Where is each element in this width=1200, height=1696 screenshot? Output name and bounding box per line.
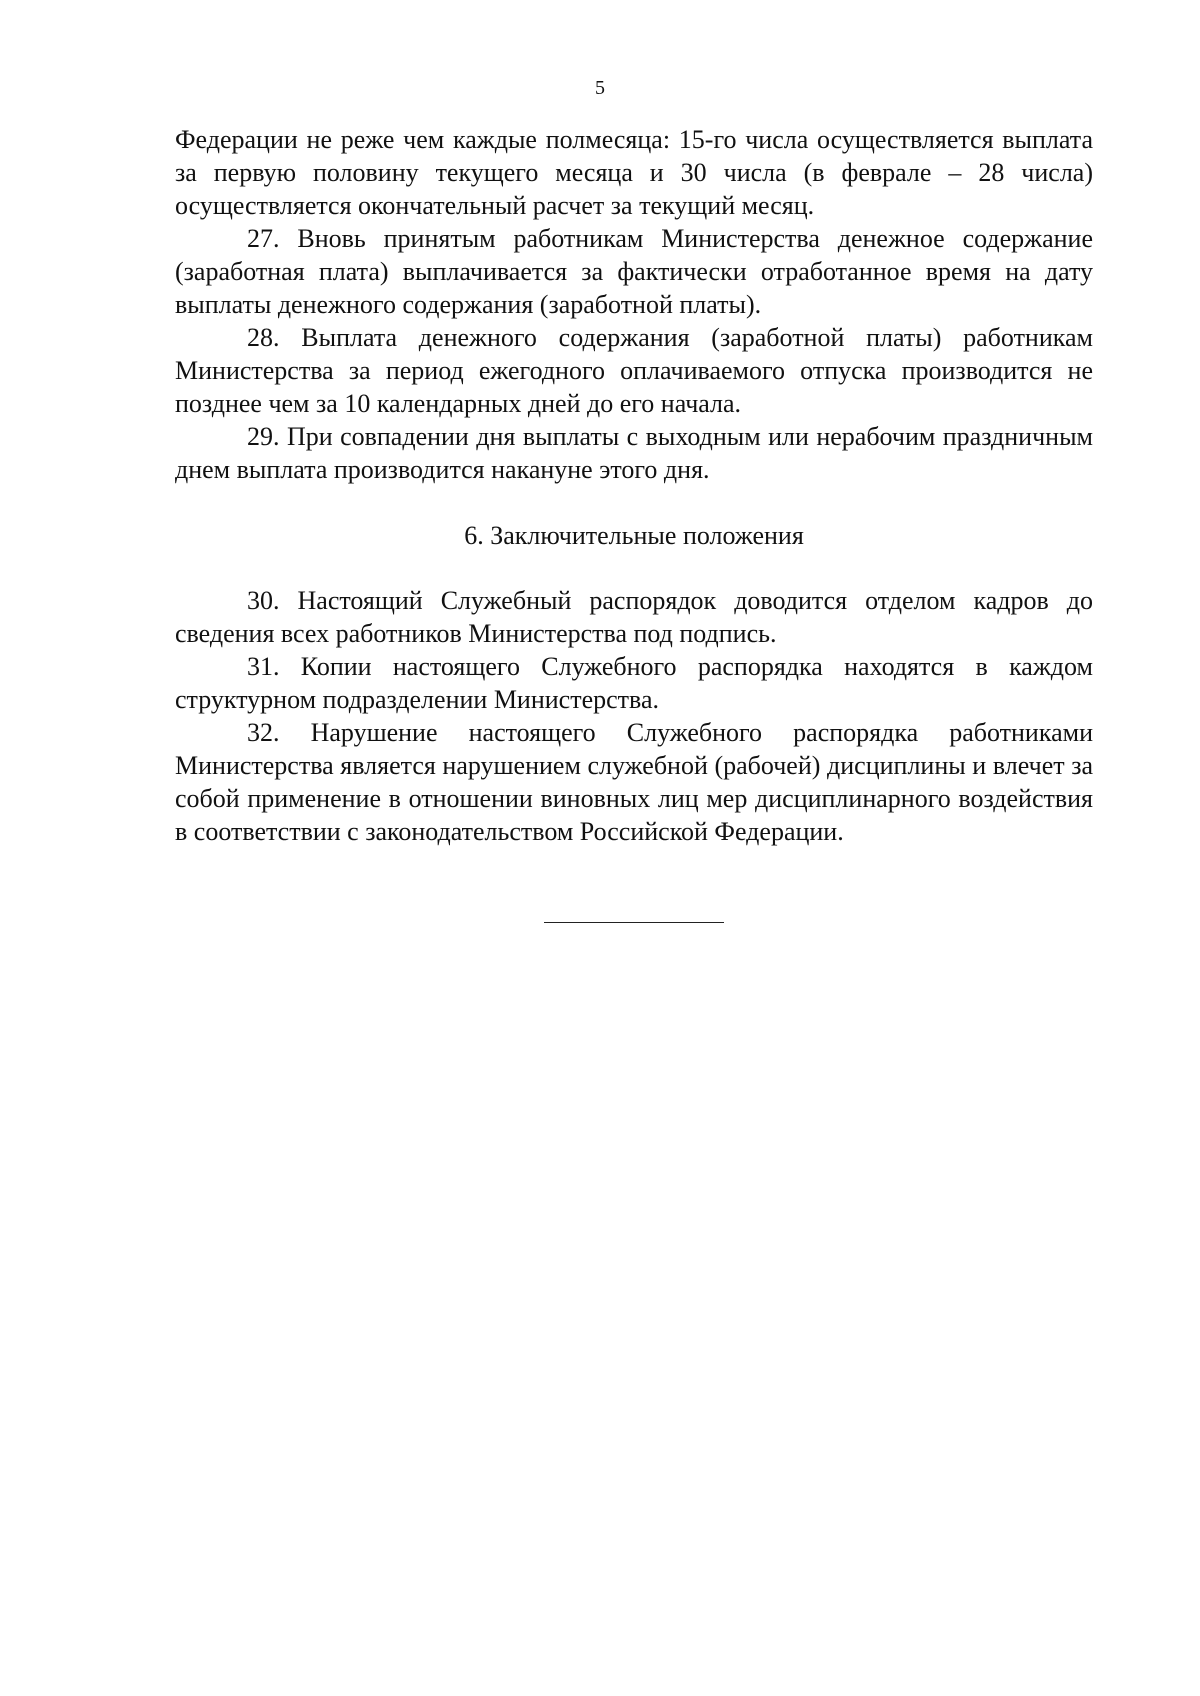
end-of-document-rule (544, 922, 724, 923)
paragraph-29: 29. При совпадении дня выплаты с выходным или нерабочим праздничным днем выплата производится накануне этого дня. (175, 422, 1093, 484)
paragraph-27: 27. Вновь принятым работникам Министерства денежное содержание (заработная плата) выплачивается за фактически отработанное время на дату выплаты денежного содержания (заработной платы). (175, 224, 1093, 319)
paragraph-28: 28. Выплата денежного содержания (заработной платы) работникам Министерства за период ежегодного оплачиваемого отпуска производится не позднее чем за 10 календарных дней до его начала. (175, 323, 1093, 418)
document-body (175, 123, 1093, 848)
paragraph-26-continuation: Федерации не реже чем каждые полмесяца: 15-го числа осуществляется выплата за первую половину текущего месяца и 30 числа (в феврале – 28 числа) осуществляется окончательный расчет за текущий месяц. (175, 125, 1093, 220)
page-number: 5 (595, 77, 605, 99)
section-heading: 6. Заключительные положения (464, 521, 804, 550)
paragraph-31: 31. Копии настоящего Служебного распорядка находятся в каждом структурном подразделении Министерства. (175, 652, 1093, 714)
paragraph-32: 32. Нарушение настоящего Служебного распорядка работниками Министерства является нарушением служебной (рабочей) дисциплины и влечет за собой применение в отношении виновных лиц мер дисциплинарного воздействия в соответствии с законодательством Российской Федерации. (175, 718, 1093, 846)
paragraph-30: 30. Настоящий Служебный распорядок доводится отделом кадров до сведения всех работников Министерства под подпись. (175, 586, 1093, 648)
